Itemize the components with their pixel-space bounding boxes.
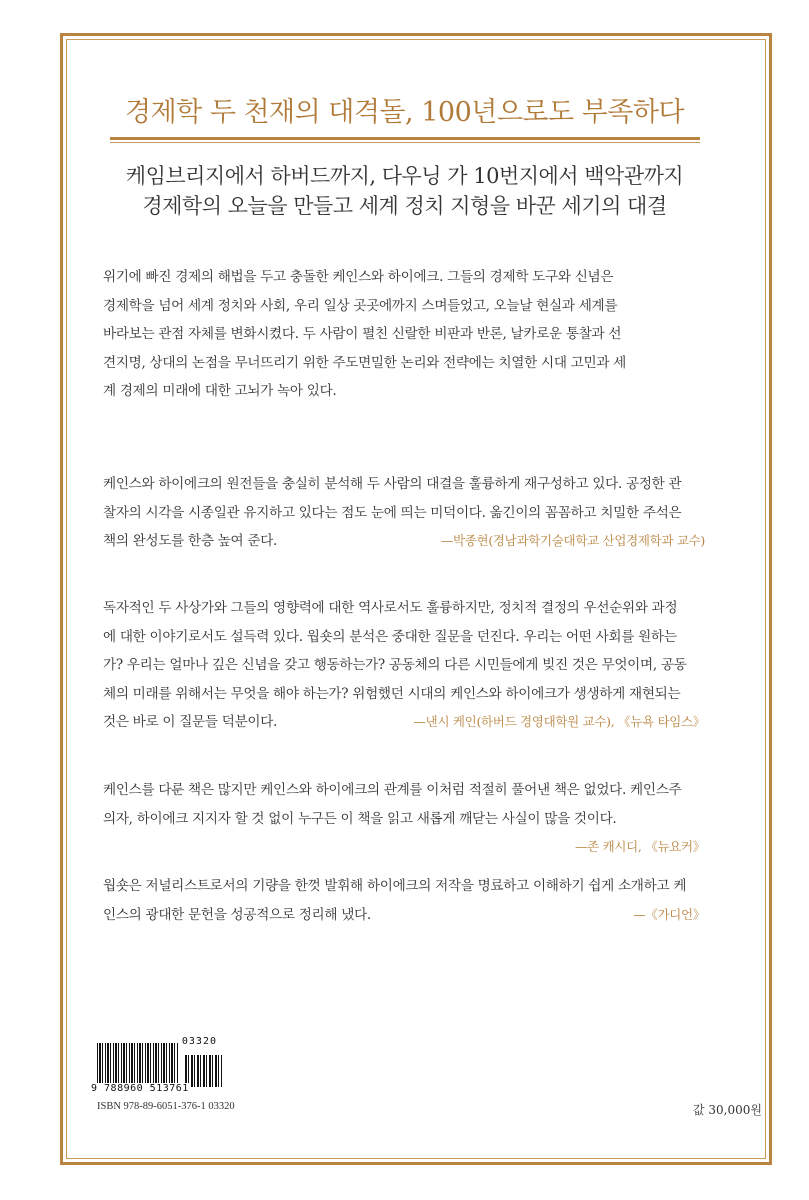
paragraph-line [103, 320, 705, 349]
headline: 경제학 두 천재의 대격돌, 100년으로도 부족하다 [124, 97, 684, 128]
line-text: 케인스를 다룬 책은 많지만 케인스와 하이에크의 관계를 이처럼 적절히 풀어낸 책은 없었다. 케인스주 [103, 782, 682, 798]
quote-attribution: —박종현(경남과학기술대학교 산업경제학과 교수) [440, 533, 705, 548]
line-text: 케인스와 하이에크의 원전들을 충실히 분석해 두 사람의 대결을 훌륭하게 재구성하고 있다. 공정한 관 [103, 476, 682, 492]
line-text: 가? 우리는 얼마나 깊은 신념을 갖고 행동하는가? 공동체의 다른 시민들에게 빚진 것은 무엇이며, 공동 [103, 657, 687, 673]
paragraph-line [103, 680, 705, 709]
barcode-addon-number: 03320 [181, 1036, 217, 1047]
isbn: ISBN 978-89-6051-376-1 03320 [97, 1101, 235, 1112]
line-text: 의자, 하이에크 지지자 할 것 없이 누구든 이 책을 읽고 새롭게 깨닫는 사실이 많을 것이다. [103, 810, 617, 827]
review-paragraph [103, 263, 705, 406]
paragraph-line [103, 901, 705, 930]
paragraph-line [103, 263, 705, 292]
review-paragraph [103, 470, 705, 556]
barcode [97, 1043, 222, 1087]
review-paragraph [103, 872, 705, 929]
paragraph-line [103, 776, 705, 805]
line-text: 독자적인 두 사상가와 그들의 영향력에 대한 역사로서도 훌륭하지만, 정치적 결정의 우선순위와 과정 [103, 600, 678, 616]
line-text: 것은 바로 이 질문들 덕분이다. [103, 714, 278, 730]
barcode-main-bars [97, 1043, 179, 1087]
paragraph-line [103, 292, 705, 321]
line-text: 계 경제의 미래에 대한 고뇌가 녹아 있다. [103, 383, 337, 399]
paragraph-line [103, 470, 705, 499]
paragraph-line [103, 377, 705, 406]
line-text: 경제학을 넘어 세계 정치와 사회, 우리 일상 곳곳에까지 스며들었고, 오늘날 현실과 세계를 [103, 297, 618, 314]
line-text: 인스의 광대한 문헌을 성공적으로 정리해 냈다. [103, 906, 371, 923]
paragraph-line [103, 623, 705, 652]
line-text: 웝숏은 저널리스트로서의 기량을 한껏 발휘해 하이에크의 저작을 명료하고 이해하기 쉽게 소개하고 케 [103, 878, 687, 894]
barcode-ean-number: 9 788960 513761 [91, 1083, 189, 1094]
line-text: 위기에 빠진 경제의 해법을 두고 충돌한 케인스와 하이에크. 그들의 경제학 도구와 신념은 [103, 269, 614, 285]
line-text: 견지명, 상대의 논점을 무너뜨리기 위한 주도면밀한 논리와 전략에는 치열한 시대 고민과 세 [103, 354, 627, 371]
line-text: 책의 완성도를 한층 높여 준다. [103, 533, 278, 549]
paragraph-line [103, 527, 705, 556]
line-text: 에 대한 이야기로서도 설득력 있다. 웝숏의 분석은 중대한 질문을 던진다. 우리는 어떤 사회를 원하는 [103, 628, 677, 645]
paragraph-line [103, 872, 705, 901]
headline-rule-thin [110, 142, 700, 143]
quote-attribution: —《가디언》 [633, 906, 705, 922]
review-paragraph [103, 776, 705, 862]
paragraph-line [103, 805, 705, 834]
quote-attribution: —낸시 케인(하버드 경영대학원 교수), 《뉴욕 타임스》 [413, 714, 705, 729]
paragraph-line [103, 349, 705, 378]
subtitle-line: 케임브리지에서 하버드까지, 다우닝 가 10번지에서 백악관까지 [125, 164, 684, 188]
paragraph-line [103, 708, 705, 737]
line-text: 찰자의 시각을 시종일관 유지하고 있다는 점도 눈에 띄는 미덕이다. 옮긴이의 꼼꼼하고 치밀한 주석은 [103, 504, 682, 521]
paragraph-line [103, 833, 705, 862]
quote-attribution: —존 캐시디, 《뉴요커》 [574, 839, 705, 854]
paragraph-line [103, 651, 705, 680]
price: 값 30,000원 [693, 1103, 762, 1117]
headline-rule [110, 137, 700, 140]
review-paragraph [103, 594, 705, 737]
paragraph-line [103, 499, 705, 528]
subtitle-line: 경제학의 오늘을 만들고 세계 정치 지형을 바꾼 세기의 대결 [142, 194, 667, 218]
line-text: 체의 미래를 위해서는 무엇을 해야 하는가? 위험했던 시대의 케인스와 하이에크가 생생하게 재현되는 [103, 685, 681, 702]
paragraph-line [103, 594, 705, 623]
line-text: 바라보는 관점 자체를 변화시켰다. 두 사람이 펼친 신랄한 비판과 반론, 날카로운 통찰과 선 [103, 326, 622, 342]
